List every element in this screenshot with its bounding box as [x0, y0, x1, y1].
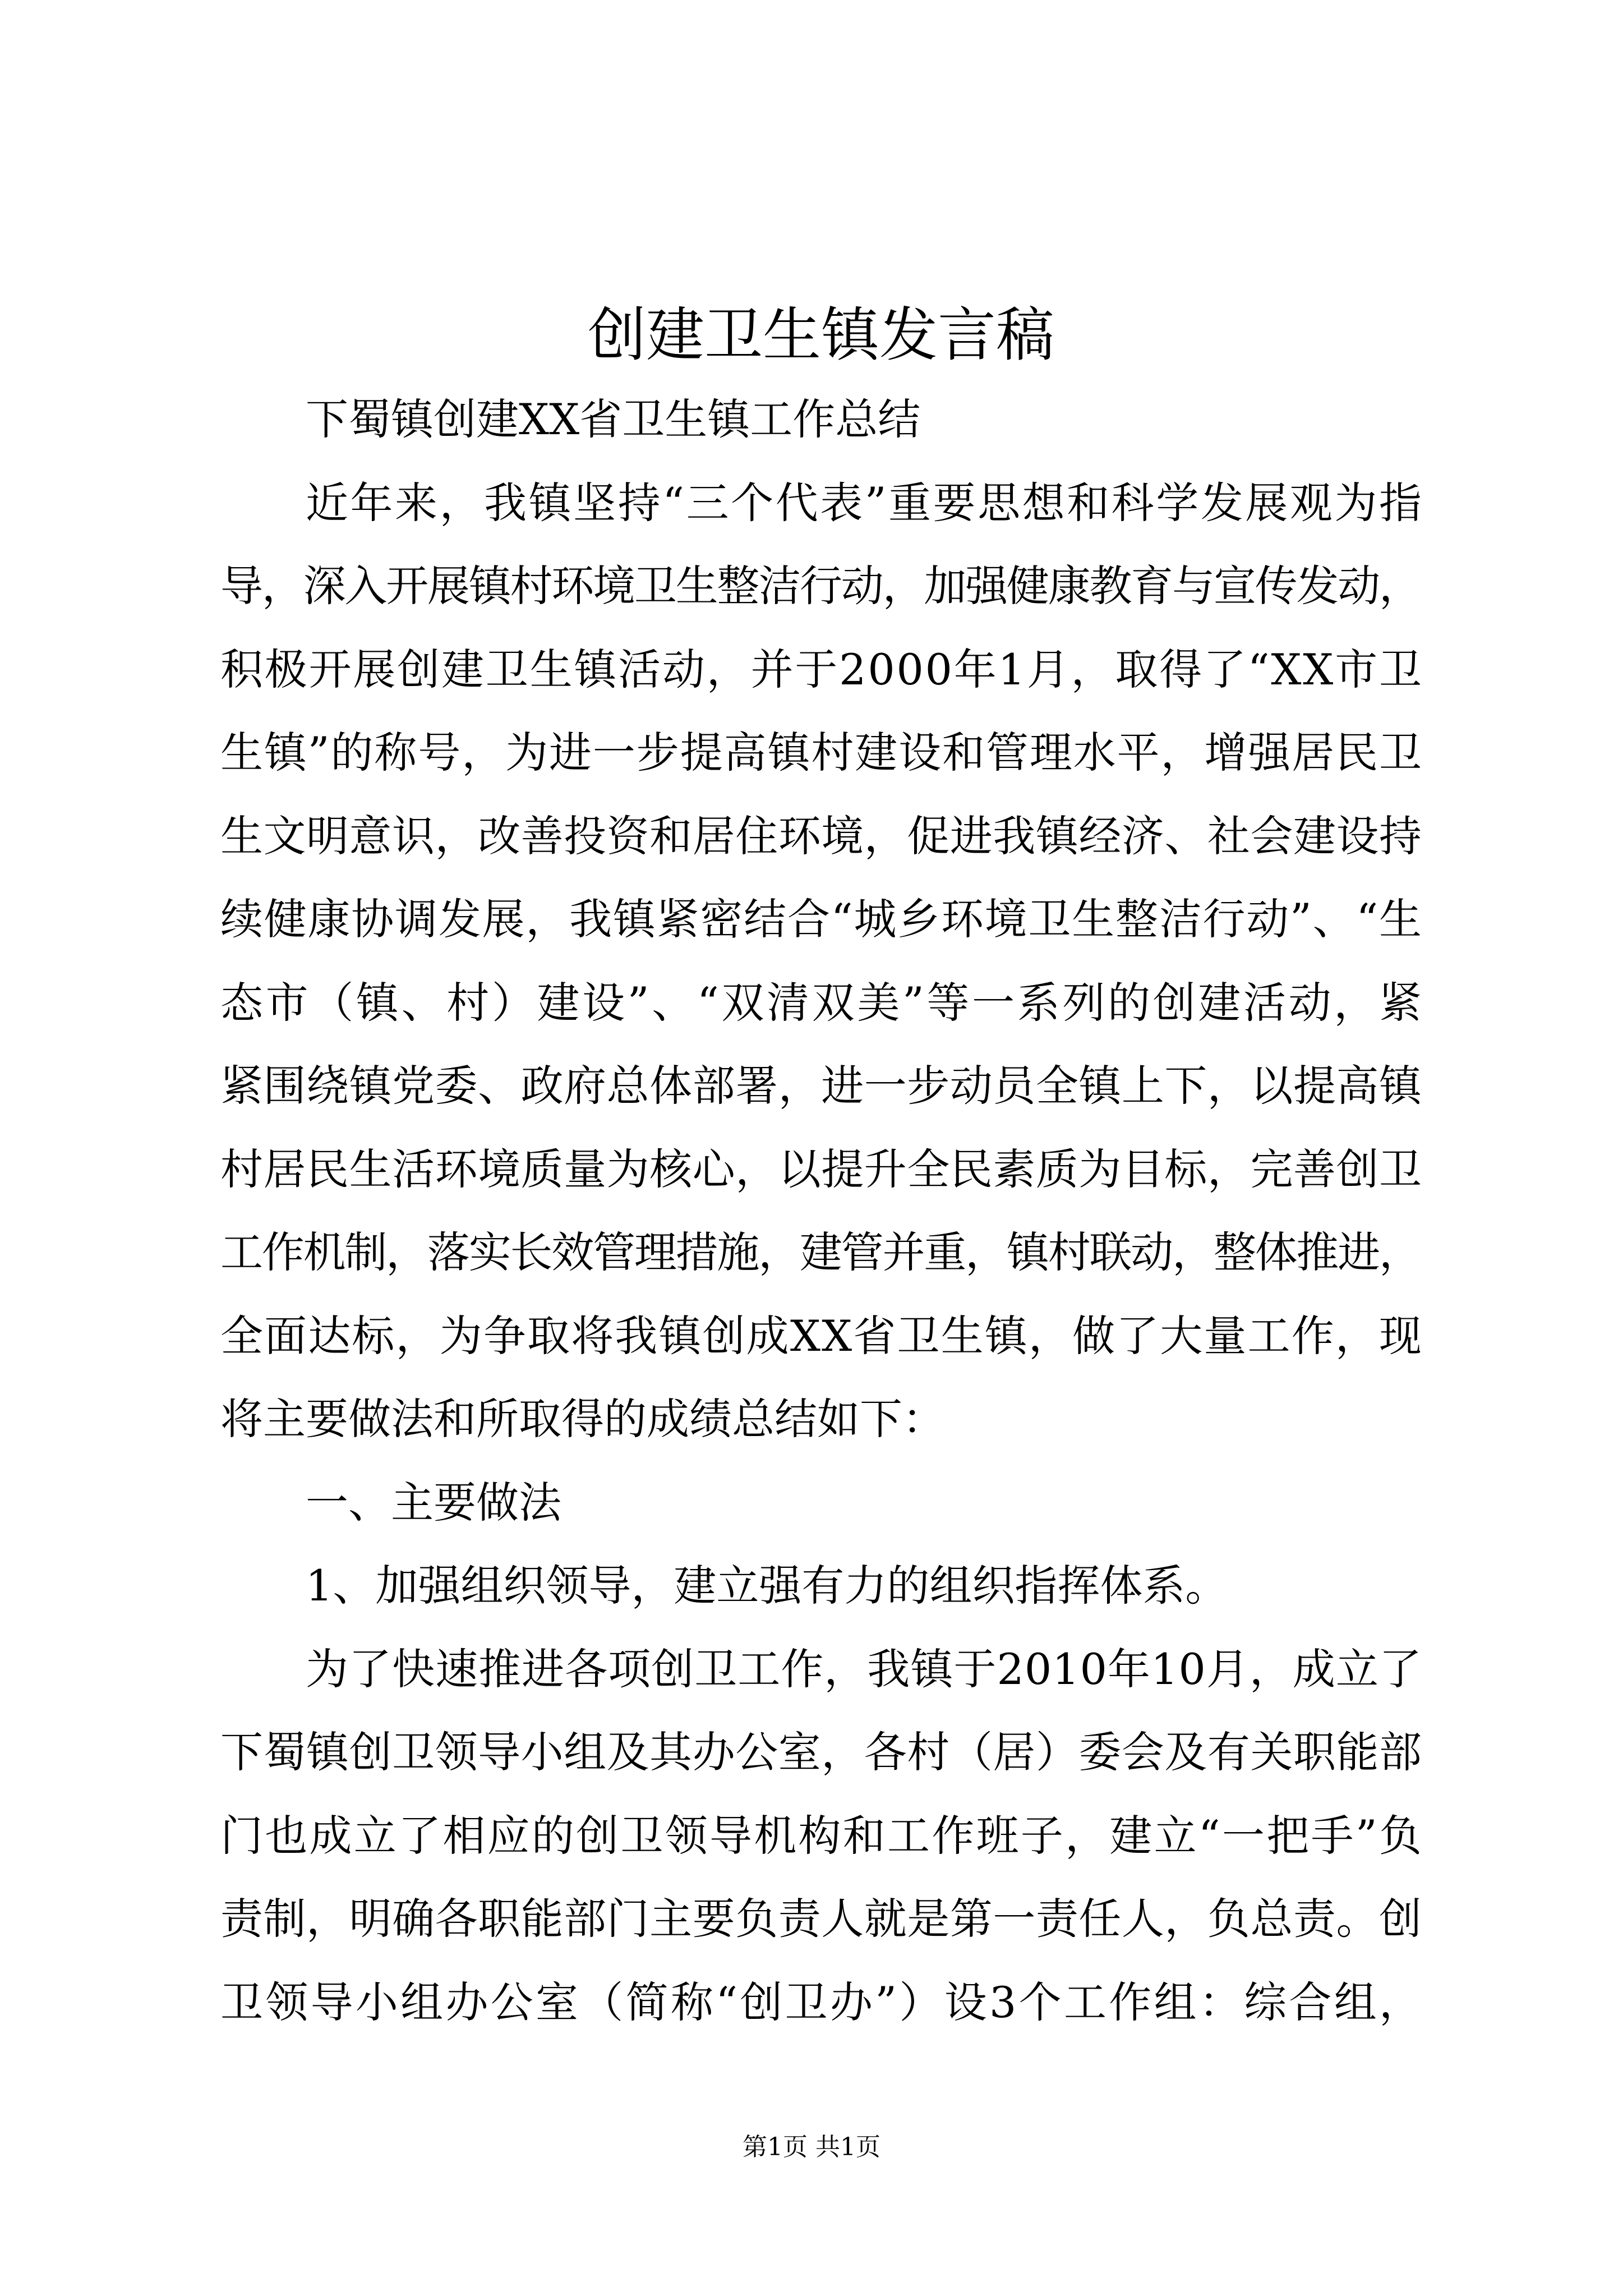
subsection-heading	[220, 1544, 1422, 1628]
body-line: 导，深入开展镇村环境卫生整洁行动，加强健康教育与宣传发动，	[220, 561, 1421, 611]
body-line: 村居民生活环境质量为核心，以提升全民素质为目标，完善创卫	[220, 1144, 1422, 1194]
organization-paragraph	[220, 1628, 1422, 2045]
intro-paragraph	[220, 462, 1422, 1461]
body-line: 下蜀镇创卫领导小组及其办公室，各村（居）委会及有关职能部	[220, 1727, 1422, 1777]
body-line: 积极开展创建卫生镇活动，并于2000年1月，取得了“XX市卫	[220, 644, 1423, 694]
body-line: 态市（镇、村）建设”、“双清双美”等一系列的创建活动，紧	[220, 977, 1424, 1028]
body-line: 生镇”的称号，为进一步提高镇村建设和管理水平，增强居民卫	[220, 728, 1423, 777]
subsection-heading-line: 1、加强组织领导，建立强有力的组织指挥体系。	[306, 1561, 1228, 1611]
body-line: 责制，明确各职能部门主要负责人就是第一责任人，负总责。创	[220, 1894, 1422, 1944]
document-body	[220, 378, 1422, 2044]
body-line: 门也成立了相应的创卫领导机构和工作班子，建立“一把手”负	[220, 1810, 1424, 1861]
subtitle-line: 下蜀镇创建XX省卫生镇工作总结	[306, 394, 921, 444]
subtitle-paragraph	[220, 378, 1422, 462]
section-heading-line: 一、主要做法	[306, 1477, 561, 1527]
page-number: 第1页 共1页	[743, 2133, 880, 2161]
body-line: 将主要做法和所取得的成绩总结如下：	[220, 1394, 945, 1444]
body-line: 紧围绕镇党委、政府总体部署，进一步动员全镇上下，以提高镇	[220, 1061, 1422, 1111]
body-line: 生文明意识，改善投资和居住环境，促进我镇经济、社会建设持	[220, 811, 1422, 861]
document-title: 创建卫生镇发言稿	[587, 301, 1054, 369]
body-line: 全面达标，为争取将我镇创成XX省卫生镇，做了大量工作，现	[220, 1310, 1423, 1361]
body-line: 续健康协调发展，我镇紧密结合“城乡环境卫生整洁行动”、“生	[220, 894, 1423, 944]
section-heading	[220, 1461, 1422, 1545]
body-line: 近年来，我镇坚持“三个代表”重要思想和科学发展观为指	[306, 477, 1424, 528]
body-line: 卫领导小组办公室（简称“创卫办”）设3个工作组：综合组，	[220, 1977, 1424, 2027]
body-line: 工作机制，落实长效管理措施，建管并重，镇村联动，整体推进，	[220, 1227, 1421, 1277]
body-line: 为了快速推进各项创卫工作，我镇于2010年10月，成立了	[306, 1644, 1423, 1694]
